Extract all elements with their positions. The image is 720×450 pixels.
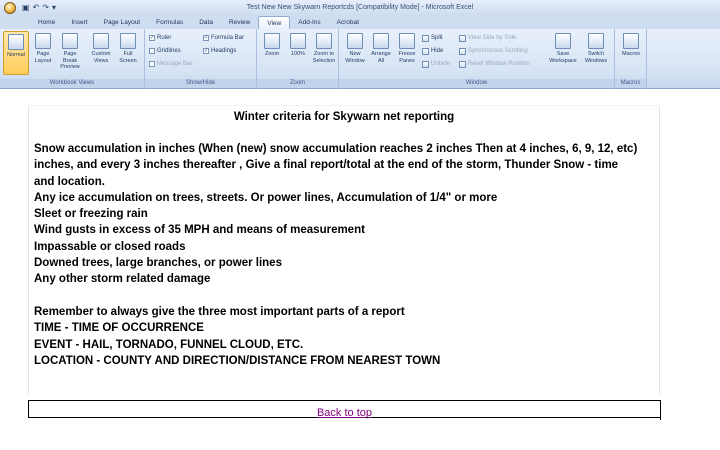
zoom-button[interactable]: Zoom xyxy=(259,31,285,75)
report-event: EVENT - HAIL, TORNADO, FUNNEL CLOUD, ETC. xyxy=(34,338,304,351)
tab-page-layout[interactable]: Page Layout xyxy=(103,19,141,26)
qat-dropdown-icon[interactable]: ▾ xyxy=(51,3,56,12)
back-to-top-bar xyxy=(28,400,661,418)
formula-bar-checkbox[interactable]: ✓ Formula Bar xyxy=(204,35,245,41)
save-workspace-icon xyxy=(555,33,571,49)
switch-windows-button[interactable]: Switch Windows xyxy=(581,31,611,75)
zoom-to-selection-button[interactable]: Zoom to Selection xyxy=(311,31,337,75)
page-layout-icon xyxy=(35,33,51,49)
freeze-panes-button[interactable]: Freeze Panes xyxy=(394,31,420,75)
split-button[interactable]: Split xyxy=(422,33,443,43)
criteria-roads: Impassable or closed roads xyxy=(34,240,186,253)
full-screen-icon xyxy=(120,33,136,49)
report-time: TIME - TIME OF OCCURRENCE xyxy=(34,322,204,335)
group-label-show-hide: Show/Hide xyxy=(145,79,256,88)
group-label-window: Window xyxy=(339,79,614,88)
switch-windows-icon xyxy=(588,33,604,49)
group-label-zoom: Zoom xyxy=(257,79,338,88)
criteria-ice: Any ice accumulation on trees, streets. Or power lines, Accumulation of 1/4" or more xyxy=(34,191,498,204)
redo-icon[interactable]: ↷ xyxy=(42,3,49,12)
freeze-panes-icon xyxy=(399,33,415,49)
page-layout-view-button[interactable]: Page Layout xyxy=(30,31,56,75)
gridlines-checkbox[interactable]: Gridlines xyxy=(149,46,181,56)
magnifier-icon xyxy=(264,33,280,49)
document-body xyxy=(34,141,652,369)
zoom-group xyxy=(257,29,339,89)
tab-insert[interactable]: Insert xyxy=(71,19,88,26)
full-screen-button[interactable]: Full Screen xyxy=(115,31,141,75)
window-title: Test New New Skywarn Reportcds [Compatibility Mode] - Microsoft Excel xyxy=(246,4,474,11)
tab-add-ins[interactable]: Add-Ins xyxy=(298,19,321,26)
zoom-selection-icon xyxy=(316,33,332,49)
zoom-100-button[interactable]: 100% xyxy=(285,31,311,75)
title-bar xyxy=(0,0,720,15)
tab-acrobat[interactable]: Acrobat xyxy=(336,19,360,26)
criteria-downed-trees: Downed trees, large branches, or power lines xyxy=(34,257,282,270)
group-label-workbook-views: Workbook Views xyxy=(0,79,144,88)
snow-criteria-line-1: Snow accumulation in inches (When (new) snow accumulation reaches 2 inches Then at 4 inches, 6, 9, 12, etc) xyxy=(34,143,638,155)
criteria-wind: Wind gusts in excess of 35 MPH and means of measurement xyxy=(34,224,365,237)
arrange-all-button[interactable]: Arrange All xyxy=(368,31,394,75)
page-break-icon xyxy=(62,33,78,49)
reset-window-icon xyxy=(459,61,466,68)
report-location: LOCATION - COUNTY AND DIRECTION/DISTANCE FROM NEAREST TOWN xyxy=(34,354,441,367)
ruler-checkbox[interactable]: ✓ Ruler xyxy=(150,35,172,41)
snow-criteria-line-2: inches, and every 3 inches thereafter , Give a final report/total at the end of the storm, Thunder Snow - time xyxy=(34,159,619,172)
side-by-side-icon xyxy=(459,35,466,42)
custom-views-button[interactable]: Custom Views xyxy=(88,31,114,75)
custom-views-icon xyxy=(93,33,109,49)
synchronous-scrolling-button[interactable]: Synchronous Scrolling xyxy=(459,46,528,56)
back-to-top-link[interactable]: Back to top xyxy=(316,407,373,419)
unhide-button[interactable]: Unhide xyxy=(422,59,450,69)
zoom-100-icon xyxy=(290,33,306,49)
snow-criteria-line-3: and location. xyxy=(34,175,105,188)
save-icon[interactable]: ▣ xyxy=(22,3,30,12)
new-window-icon xyxy=(347,33,363,49)
new-window-button[interactable]: New Window xyxy=(342,31,368,75)
sync-scroll-icon xyxy=(459,48,466,55)
hide-button[interactable]: Hide xyxy=(422,46,443,56)
hide-icon xyxy=(422,48,429,55)
ribbon-tabs xyxy=(0,15,720,29)
criteria-other-damage: Any other storm related damage xyxy=(34,273,211,286)
split-icon xyxy=(422,35,429,42)
macros-group xyxy=(615,29,647,89)
normal-view-icon xyxy=(8,34,24,50)
workbook-views-group xyxy=(0,29,145,89)
view-side-by-side-button[interactable]: View Side by Side xyxy=(459,33,516,43)
normal-view-button[interactable]: Normal xyxy=(3,31,29,75)
tab-review[interactable]: Review xyxy=(228,19,251,26)
tab-formulas[interactable]: Formulas xyxy=(156,19,184,26)
macros-button[interactable]: Macros xyxy=(618,31,644,75)
save-workspace-button[interactable]: Save Workspace xyxy=(548,31,578,75)
criteria-sleet: Sleet or freezing rain xyxy=(34,208,148,221)
page-break-preview-button[interactable]: Page Break Preview xyxy=(57,31,83,75)
unhide-icon xyxy=(422,61,429,68)
cell-marker xyxy=(660,414,661,420)
headings-checkbox[interactable]: ✓ Headings xyxy=(204,48,237,54)
ribbon xyxy=(0,29,720,89)
tab-data[interactable]: Data xyxy=(199,19,213,26)
reset-window-position-button[interactable]: Reset Window Position xyxy=(459,59,530,69)
macros-icon xyxy=(623,33,639,49)
reminder-text: Remember to always give the three most important parts of a report xyxy=(34,305,405,318)
undo-icon[interactable]: ↶ xyxy=(32,3,40,12)
window-group xyxy=(339,29,615,89)
show-hide-group xyxy=(145,29,257,89)
tab-view[interactable]: View xyxy=(258,16,290,29)
group-label-macros: Macros xyxy=(615,79,646,88)
document-title: Winter criteria for Skywarn net reporting xyxy=(233,111,455,123)
arrange-all-icon xyxy=(373,33,389,49)
message-bar-checkbox[interactable]: Message Bar xyxy=(149,59,192,69)
tab-home[interactable]: Home xyxy=(38,19,56,26)
